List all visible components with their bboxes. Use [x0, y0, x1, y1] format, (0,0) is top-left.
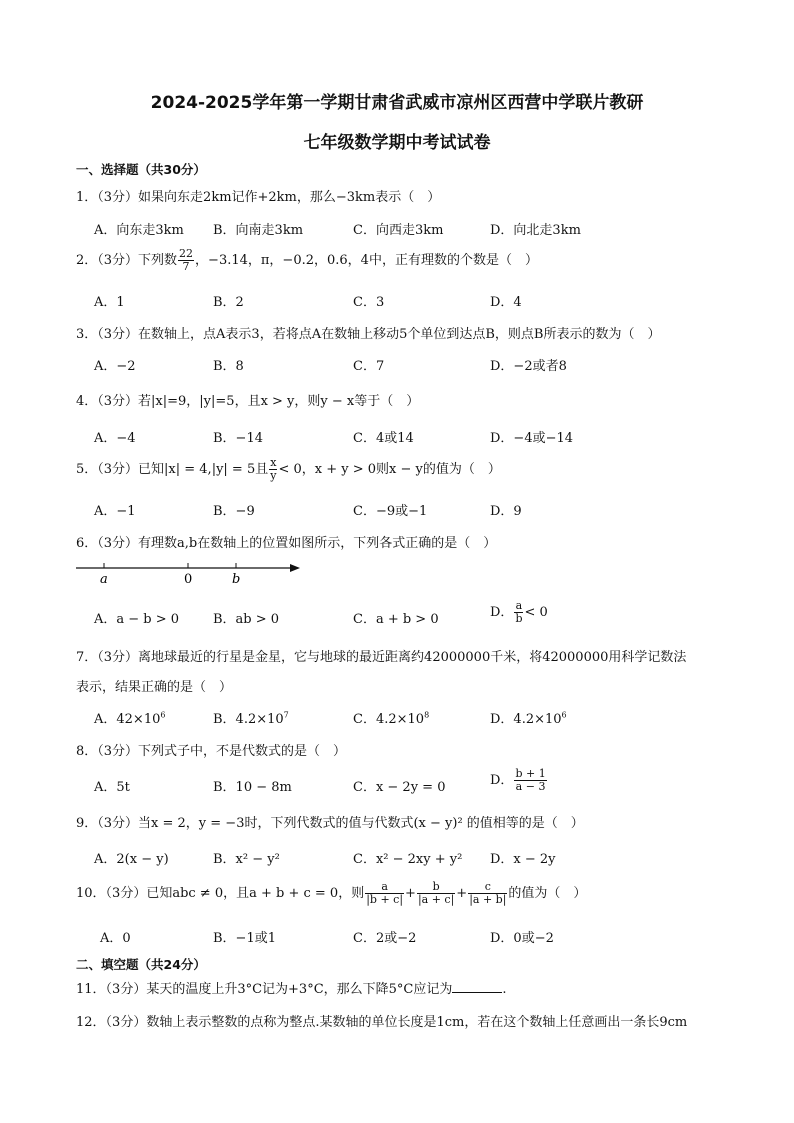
question-7-stem-line1: 7．（3分）离地球最近的行星是金星，它与地球的最近距离约42000000千米，将42000000用科学记数法	[76, 650, 687, 665]
question-7-option-d	[490, 708, 567, 727]
number-line-figure	[76, 558, 306, 586]
question-3-option-a: A．−2	[94, 359, 136, 374]
question-5-stem-post: < 0，x + y > 0则x − y的值为（ ）	[278, 462, 501, 477]
question-3-option-c: C．7	[353, 359, 385, 374]
question-5-option-b: B．−9	[213, 504, 255, 519]
fraction-denominator: 7	[182, 260, 190, 273]
question-4-option-d: D．−4或−14	[490, 431, 574, 446]
fraction-denominator: b	[515, 612, 523, 625]
question-6-option-b: B．ab > 0	[213, 612, 280, 627]
fraction-3	[468, 881, 507, 906]
question-9-option-b: B．x² − y²	[213, 852, 280, 867]
option-text: B．4.2×10	[213, 712, 284, 727]
exponent: 7	[283, 710, 289, 720]
exponent: 6	[561, 710, 567, 720]
fraction-denominator: |b + c|	[366, 893, 404, 906]
label-a: a	[100, 572, 108, 586]
fraction-numerator: 22	[179, 247, 194, 260]
fraction-denominator: |a + b|	[469, 893, 507, 906]
question-3-stem: 3．（3分）在数轴上，点A表示3，若将点A在数轴上移动5个单位到达点B，则点B所表示的数为（ ）	[76, 327, 661, 342]
question-4-option-c: C．4或14	[353, 431, 414, 446]
question-7-option-a	[94, 708, 165, 727]
fraction-a-b	[514, 600, 523, 625]
question-10-option-d: D．0或−2	[490, 931, 554, 946]
question-10-option-b: B．−1或1	[213, 931, 276, 946]
question-10-option-c: C．2或−2	[353, 931, 417, 946]
fraction-2	[417, 881, 455, 906]
question-2-option-c: C．3	[353, 295, 385, 310]
question-6-option-a: A．a − b > 0	[94, 612, 180, 627]
fraction-22-7	[178, 248, 194, 273]
question-1-option-d: D．向北走3km	[490, 223, 581, 238]
option-text: A．42×10	[94, 712, 161, 727]
fraction-1	[365, 881, 404, 906]
option-label: D．	[490, 605, 514, 620]
question-8-option-c: C．x − 2y = 0	[353, 780, 446, 795]
question-9-option-c: C．x² − 2xy + y²	[353, 852, 463, 867]
question-9-option-a: A．2(x − y)	[94, 852, 169, 867]
question-3-option-b: B．8	[213, 359, 244, 374]
question-10-stem: 10．（3分）已知abc ≠ 0，且a + b + c = 0，则 $\frac{a}{|b + c|}$ + $\frac{b}{|a + c|}$ + $\frac{c}{|a + b|}$ 的值为（ ）	[76, 880, 587, 906]
exponent: 6	[160, 710, 166, 720]
question-9-option-d: D．x − 2y	[490, 852, 556, 867]
fraction-denominator: y	[270, 469, 277, 482]
fraction-b1-a3	[514, 768, 546, 793]
question-2-stem-post: ，−3.14，π，−0.2，0.6，4中，正有理数的个数是（ ）	[195, 253, 538, 268]
section-heading-fill: 二、填空题（共24分）	[76, 957, 206, 972]
option-label: D．	[490, 773, 514, 788]
question-2-option-b: B．2	[213, 295, 244, 310]
question-7-option-b	[213, 708, 289, 727]
fraction-numerator: b + 1	[515, 767, 546, 780]
question-6-stem: 6．（3分）有理数a,b在数轴上的位置如图所示，下列各式正确的是（ ）	[76, 536, 497, 551]
question-5-option-a: A．−1	[94, 504, 136, 519]
question-1-option-a: A．向东走3km	[94, 223, 184, 238]
fraction-numerator: a	[515, 599, 523, 612]
question-2-option-a: A．1	[94, 295, 125, 310]
fraction-numerator: x	[270, 456, 277, 469]
question-5-option-c: C．−9或−1	[353, 504, 428, 519]
question-9-stem: 9．（3分）当x = 2，y = −3时，下列代数式的值与代数式(x − y)² 的值相等的是（ ）	[76, 816, 584, 831]
fraction-x-y	[269, 457, 277, 482]
exam-title-line1: 2024-2025学年第一学期甘肃省武威市凉州区西营中学联片教研	[150, 93, 644, 113]
question-8-option-d	[490, 768, 548, 793]
option-post: < 0	[524, 605, 548, 620]
question-7-stem-line2: 表示，结果正确的是（ ）	[76, 680, 233, 695]
question-5-option-d: D．9	[490, 504, 522, 519]
fraction-denominator: |a + c|	[417, 893, 455, 906]
label-zero: 0	[184, 572, 193, 586]
question-8-option-a: A．5t	[94, 780, 130, 795]
question-1-stem: 1．（3分）如果向东走2km记作+2km，那么−3km表示（ ）	[76, 190, 441, 205]
question-10-stem-pre: 10．（3分）已知abc ≠ 0，且a + b + c = 0，则	[76, 886, 365, 901]
question-5-stem-pre: 5．（3分）已知|x| = 4,|y| = 5且	[76, 462, 269, 477]
question-2-stem	[76, 248, 726, 273]
answer-blank[interactable]	[452, 980, 502, 993]
exponent: 8	[424, 710, 430, 720]
question-11-stem-post: .	[502, 982, 507, 997]
question-6-option-d	[490, 600, 548, 625]
section-heading-choice: 一、选择题（共30分）	[76, 162, 206, 177]
question-4-option-b: B．−14	[213, 431, 263, 446]
question-2-option-d: D．4	[490, 295, 522, 310]
question-8-stem: 8．（3分）下列式子中，不是代数式的是（ ）	[76, 744, 347, 759]
question-12-stem: 12．（3分）数轴上表示整数的点称为整点.某数轴的单位长度是1cm，若在这个数轴上任意画出一条长9cm	[76, 1015, 688, 1030]
question-7-option-c	[353, 708, 429, 727]
question-4-option-a: A．−4	[94, 431, 136, 446]
exam-title-line2: 七年级数学期中考试试卷	[303, 133, 491, 153]
question-5-stem	[76, 457, 726, 482]
question-10-option-a: A．0	[100, 931, 131, 946]
option-text: D．4.2×10	[490, 712, 562, 727]
question-3-option-d: D．−2或者8	[490, 359, 567, 374]
number-line-arrow	[290, 564, 300, 572]
question-8-option-b: B．10 − 8m	[213, 780, 292, 795]
fraction-numerator: b	[417, 881, 455, 894]
question-4-stem: 4．（3分）若|x|=9，|y|=5，且x > y，则y − x等于（ ）	[76, 394, 420, 409]
question-1-option-b: B．向南走3km	[213, 223, 304, 238]
fraction-numerator: c	[468, 881, 507, 894]
label-b: b	[232, 572, 241, 586]
question-11-stem	[76, 978, 726, 997]
question-1-option-c: C．向西走3km	[353, 223, 444, 238]
question-10-stem-post: 的值为（ ）	[508, 886, 587, 901]
question-11-stem-pre: 11．（3分）某天的温度上升3°C记为+3°C，那么下降5°C应记为	[76, 982, 453, 997]
question-6-option-c: C．a + b > 0	[353, 612, 439, 627]
question-2-stem-pre: 2．（3分）下列数	[76, 253, 178, 268]
option-text: C．4.2×10	[353, 712, 425, 727]
fraction-denominator: a − 3	[515, 780, 546, 793]
fraction-numerator: a	[365, 881, 404, 894]
